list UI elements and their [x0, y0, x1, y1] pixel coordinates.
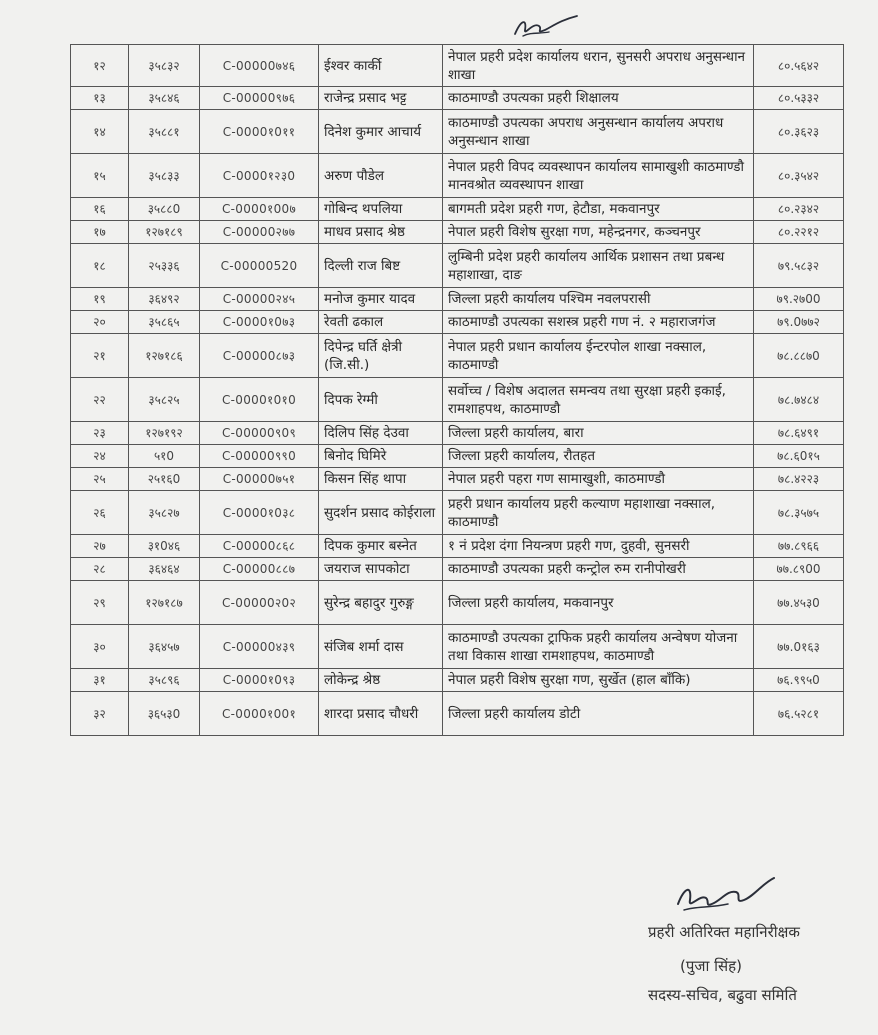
- table-row: [71, 378, 844, 422]
- score-cell: ७८.६0१५: [754, 445, 844, 468]
- office-cell: जिल्ला प्रहरी कार्यालय, रौतहत: [443, 445, 754, 468]
- serial-number-cell: ३०: [71, 625, 129, 669]
- table-row: [71, 154, 844, 198]
- code-cell: C-0000१२३0: [200, 154, 319, 198]
- police-number-cell: ३५८४६: [129, 87, 200, 110]
- police-number-cell: १२७१९२: [129, 422, 200, 445]
- score-cell: ७९.५८३२: [754, 244, 844, 288]
- code-cell: C-00000८८७: [200, 558, 319, 581]
- employee-name-cell: किसन सिंह थापा: [319, 468, 443, 491]
- serial-number-cell: २८: [71, 558, 129, 581]
- police-number-cell: २५३३६: [129, 244, 200, 288]
- code-cell: C-0000१0७३: [200, 311, 319, 334]
- code-cell: C-00000९0९: [200, 422, 319, 445]
- table-row: [71, 221, 844, 244]
- police-number-cell: ३६४५७: [129, 625, 200, 669]
- score-cell: ७७.४५३0: [754, 581, 844, 625]
- serial-number-cell: ३१: [71, 669, 129, 692]
- signatory-role: सदस्य-सचिव, बढुवा समिति: [648, 986, 797, 1004]
- code-cell: C-00000८६८: [200, 535, 319, 558]
- serial-number-cell: १५: [71, 154, 129, 198]
- office-cell: जिल्ला प्रहरी कार्यालय, मकवानपुर: [443, 581, 754, 625]
- police-number-cell: २५१६0: [129, 468, 200, 491]
- score-cell: ७९.0७७२: [754, 311, 844, 334]
- employee-name-cell: लोकेन्द्र श्रेष्ठ: [319, 669, 443, 692]
- serial-number-cell: १४: [71, 110, 129, 154]
- serial-number-cell: १२: [71, 45, 129, 87]
- code-cell: C-00000९९0: [200, 445, 319, 468]
- code-cell: C-00000९७६: [200, 87, 319, 110]
- office-cell: नेपाल प्रहरी विशेष सुरक्षा गण, सुर्खेत (हाल बाँकि): [443, 669, 754, 692]
- code-cell: C-0000१0३८: [200, 491, 319, 535]
- table-row: [71, 625, 844, 669]
- table-row: [71, 288, 844, 311]
- employee-name-cell: दिल्ली राज बिष्ट: [319, 244, 443, 288]
- serial-number-cell: १७: [71, 221, 129, 244]
- employee-name-cell: सुरेन्द्र बहादुर गुरुङ्ग: [319, 581, 443, 625]
- signatory-designation: प्रहरी अतिरिक्त महानिरीक्षक: [648, 923, 800, 941]
- office-cell: काठमाण्डौ उपत्यका प्रहरी कन्ट्रोल रुम रानीपोखरी: [443, 558, 754, 581]
- score-cell: ७७.८९00: [754, 558, 844, 581]
- code-cell: C-0000१00१: [200, 692, 319, 736]
- office-cell: सर्वोच्च / विशेष अदालत समन्वय तथा सुरक्षा प्रहरी इकाई, रामशाहपथ, काठमाण्डौ: [443, 378, 754, 422]
- employee-name-cell: दिपक कुमार बस्नेत: [319, 535, 443, 558]
- police-number-cell: ३५८३२: [129, 45, 200, 87]
- code-cell: C-0000१0९३: [200, 669, 319, 692]
- serial-number-cell: १३: [71, 87, 129, 110]
- score-cell: ८०.३६२३: [754, 110, 844, 154]
- police-number-cell: ३१0४६: [129, 535, 200, 558]
- signatory-name: (पुजा सिंह): [680, 957, 742, 975]
- score-cell: ७९.२७00: [754, 288, 844, 311]
- table-row: [71, 311, 844, 334]
- police-number-cell: ५१0: [129, 445, 200, 468]
- code-cell: C-00000४३९: [200, 625, 319, 669]
- table-row: [71, 198, 844, 221]
- code-cell: C-0000१00७: [200, 198, 319, 221]
- table-row: [71, 535, 844, 558]
- serial-number-cell: २६: [71, 491, 129, 535]
- page-initial-signature: [505, 12, 585, 42]
- code-cell: C-00000520: [200, 244, 319, 288]
- employee-name-cell: रेवती ढकाल: [319, 311, 443, 334]
- police-number-cell: ३५८८१: [129, 110, 200, 154]
- police-number-cell: ३५८८0: [129, 198, 200, 221]
- serial-number-cell: ३२: [71, 692, 129, 736]
- score-cell: ८०.५६४२: [754, 45, 844, 87]
- table-row: [71, 445, 844, 468]
- score-cell: ७८.३५७५: [754, 491, 844, 535]
- code-cell: C-00000२0२: [200, 581, 319, 625]
- employee-name-cell: सुदर्शन प्रसाद कोईराला: [319, 491, 443, 535]
- employee-name-cell: माधव प्रसाद श्रेष्ठ: [319, 221, 443, 244]
- employee-name-cell: बिनोद घिमिरे: [319, 445, 443, 468]
- police-number-cell: १२७१८९: [129, 221, 200, 244]
- table-row: [71, 244, 844, 288]
- serial-number-cell: १९: [71, 288, 129, 311]
- serial-number-cell: २५: [71, 468, 129, 491]
- promotion-list-table: [70, 44, 844, 736]
- table-row: [71, 692, 844, 736]
- office-cell: जिल्ला प्रहरी कार्यालय पश्चिम नवलपरासी: [443, 288, 754, 311]
- code-cell: C-00000२४५: [200, 288, 319, 311]
- serial-number-cell: २०: [71, 311, 129, 334]
- score-cell: ७७.0१६३: [754, 625, 844, 669]
- police-number-cell: १२७१८६: [129, 334, 200, 378]
- police-number-cell: ३५८३३: [129, 154, 200, 198]
- employee-name-cell: राजेन्द्र प्रसाद भट्ट: [319, 87, 443, 110]
- code-cell: C-00000८७३: [200, 334, 319, 378]
- table-row: [71, 468, 844, 491]
- score-cell: ७८.६४९१: [754, 422, 844, 445]
- serial-number-cell: २७: [71, 535, 129, 558]
- table-row: [71, 581, 844, 625]
- serial-number-cell: २४: [71, 445, 129, 468]
- code-cell: C-00000७४६: [200, 45, 319, 87]
- code-cell: C-00000२७७: [200, 221, 319, 244]
- score-cell: ८०.२३४२: [754, 198, 844, 221]
- office-cell: नेपाल प्रहरी विपद व्यवस्थापन कार्यालय सामाखुशी काठमाण्डौ मानवश्रोत व्यवस्थापन शाखा: [443, 154, 754, 198]
- serial-number-cell: २९: [71, 581, 129, 625]
- serial-number-cell: २१: [71, 334, 129, 378]
- score-cell: ७८.७४८४: [754, 378, 844, 422]
- police-number-cell: ३५८६५: [129, 311, 200, 334]
- office-cell: १ नं प्रदेश दंगा नियन्त्रण प्रहरी गण, दुहवी, सुनसरी: [443, 535, 754, 558]
- office-cell: काठमाण्डौ उपत्यका ट्राफिक प्रहरी कार्यालय अन्वेषण योजना तथा विकास शाखा रामशाहपथ, काठमाण्डौ: [443, 625, 754, 669]
- police-number-cell: ३६५३0: [129, 692, 200, 736]
- employee-name-cell: दिलिप सिंह देउवा: [319, 422, 443, 445]
- employee-name-cell: गोबिन्द थपलिया: [319, 198, 443, 221]
- table-row: [71, 558, 844, 581]
- employee-name-cell: मनोज कुमार यादव: [319, 288, 443, 311]
- employee-name-cell: जयराज सापकोटा: [319, 558, 443, 581]
- serial-number-cell: २३: [71, 422, 129, 445]
- employee-name-cell: संजिब शर्मा दास: [319, 625, 443, 669]
- office-cell: काठमाण्डौ उपत्यका अपराध अनुसन्धान कार्यालय अपराध अनुसन्धान शाखा: [443, 110, 754, 154]
- score-cell: ७६.९९५0: [754, 669, 844, 692]
- employee-name-cell: दिपेन्द्र घर्ति क्षेत्री (जि.सी.): [319, 334, 443, 378]
- office-cell: नेपाल प्रहरी पहरा गण सामाखुशी, काठमाण्डौ: [443, 468, 754, 491]
- table-row: [71, 334, 844, 378]
- score-cell: ७६.५२८१: [754, 692, 844, 736]
- police-number-cell: १२७१८७: [129, 581, 200, 625]
- police-number-cell: ३५८२५: [129, 378, 200, 422]
- code-cell: C-0000१0११: [200, 110, 319, 154]
- office-cell: प्रहरी प्रधान कार्यालय प्रहरी कल्याण महाशाखा नक्साल, काठमाण्डौ: [443, 491, 754, 535]
- employee-name-cell: अरुण पौडेल: [319, 154, 443, 198]
- police-number-cell: ३५८९६: [129, 669, 200, 692]
- table-row: [71, 110, 844, 154]
- serial-number-cell: १८: [71, 244, 129, 288]
- score-cell: ८०.५३३२: [754, 87, 844, 110]
- handwritten-signature: [670, 870, 780, 920]
- police-number-cell: ३५८२७: [129, 491, 200, 535]
- office-cell: काठमाण्डौ उपत्यका प्रहरी शिक्षालय: [443, 87, 754, 110]
- office-cell: नेपाल प्रहरी विशेष सुरक्षा गण, महेन्द्रनगर, कञ्चनपुर: [443, 221, 754, 244]
- office-cell: जिल्ला प्रहरी कार्यालय डोटी: [443, 692, 754, 736]
- serial-number-cell: २२: [71, 378, 129, 422]
- table-row: [71, 669, 844, 692]
- office-cell: नेपाल प्रहरी प्रधान कार्यालय ईन्टरपोल शाखा नक्साल, काठमाण्डौ: [443, 334, 754, 378]
- office-cell: काठमाण्डौ उपत्यका सशस्त्र प्रहरी गण नं. २ महाराजगंज: [443, 311, 754, 334]
- score-cell: ७८.८८७0: [754, 334, 844, 378]
- office-cell: लुम्बिनी प्रदेश प्रहरी कार्यालय आर्थिक प्रशासन तथा प्रबन्ध महाशाखा, दाङ: [443, 244, 754, 288]
- employee-name-cell: दिनेश कुमार आचार्य: [319, 110, 443, 154]
- table-row: [71, 422, 844, 445]
- code-cell: C-0000१0१0: [200, 378, 319, 422]
- employee-name-cell: शारदा प्रसाद चौधरी: [319, 692, 443, 736]
- police-number-cell: ३६४६४: [129, 558, 200, 581]
- office-cell: बागमती प्रदेश प्रहरी गण, हेटौडा, मकवानपुर: [443, 198, 754, 221]
- table-row: [71, 87, 844, 110]
- police-number-cell: ३६४९२: [129, 288, 200, 311]
- score-cell: ७८.४२२३: [754, 468, 844, 491]
- score-cell: ८०.२२१२: [754, 221, 844, 244]
- office-cell: नेपाल प्रहरी प्रदेश कार्यालय धरान, सुनसरी अपराध अनुसन्धान शाखा: [443, 45, 754, 87]
- code-cell: C-00000७५१: [200, 468, 319, 491]
- employee-name-cell: दिपक रेग्मी: [319, 378, 443, 422]
- score-cell: ७७.८९६६: [754, 535, 844, 558]
- office-cell: जिल्ला प्रहरी कार्यालय, बारा: [443, 422, 754, 445]
- employee-name-cell: ईश्वर कार्की: [319, 45, 443, 87]
- table-row: [71, 491, 844, 535]
- table-row: [71, 45, 844, 87]
- serial-number-cell: १६: [71, 198, 129, 221]
- score-cell: ८०.३५४२: [754, 154, 844, 198]
